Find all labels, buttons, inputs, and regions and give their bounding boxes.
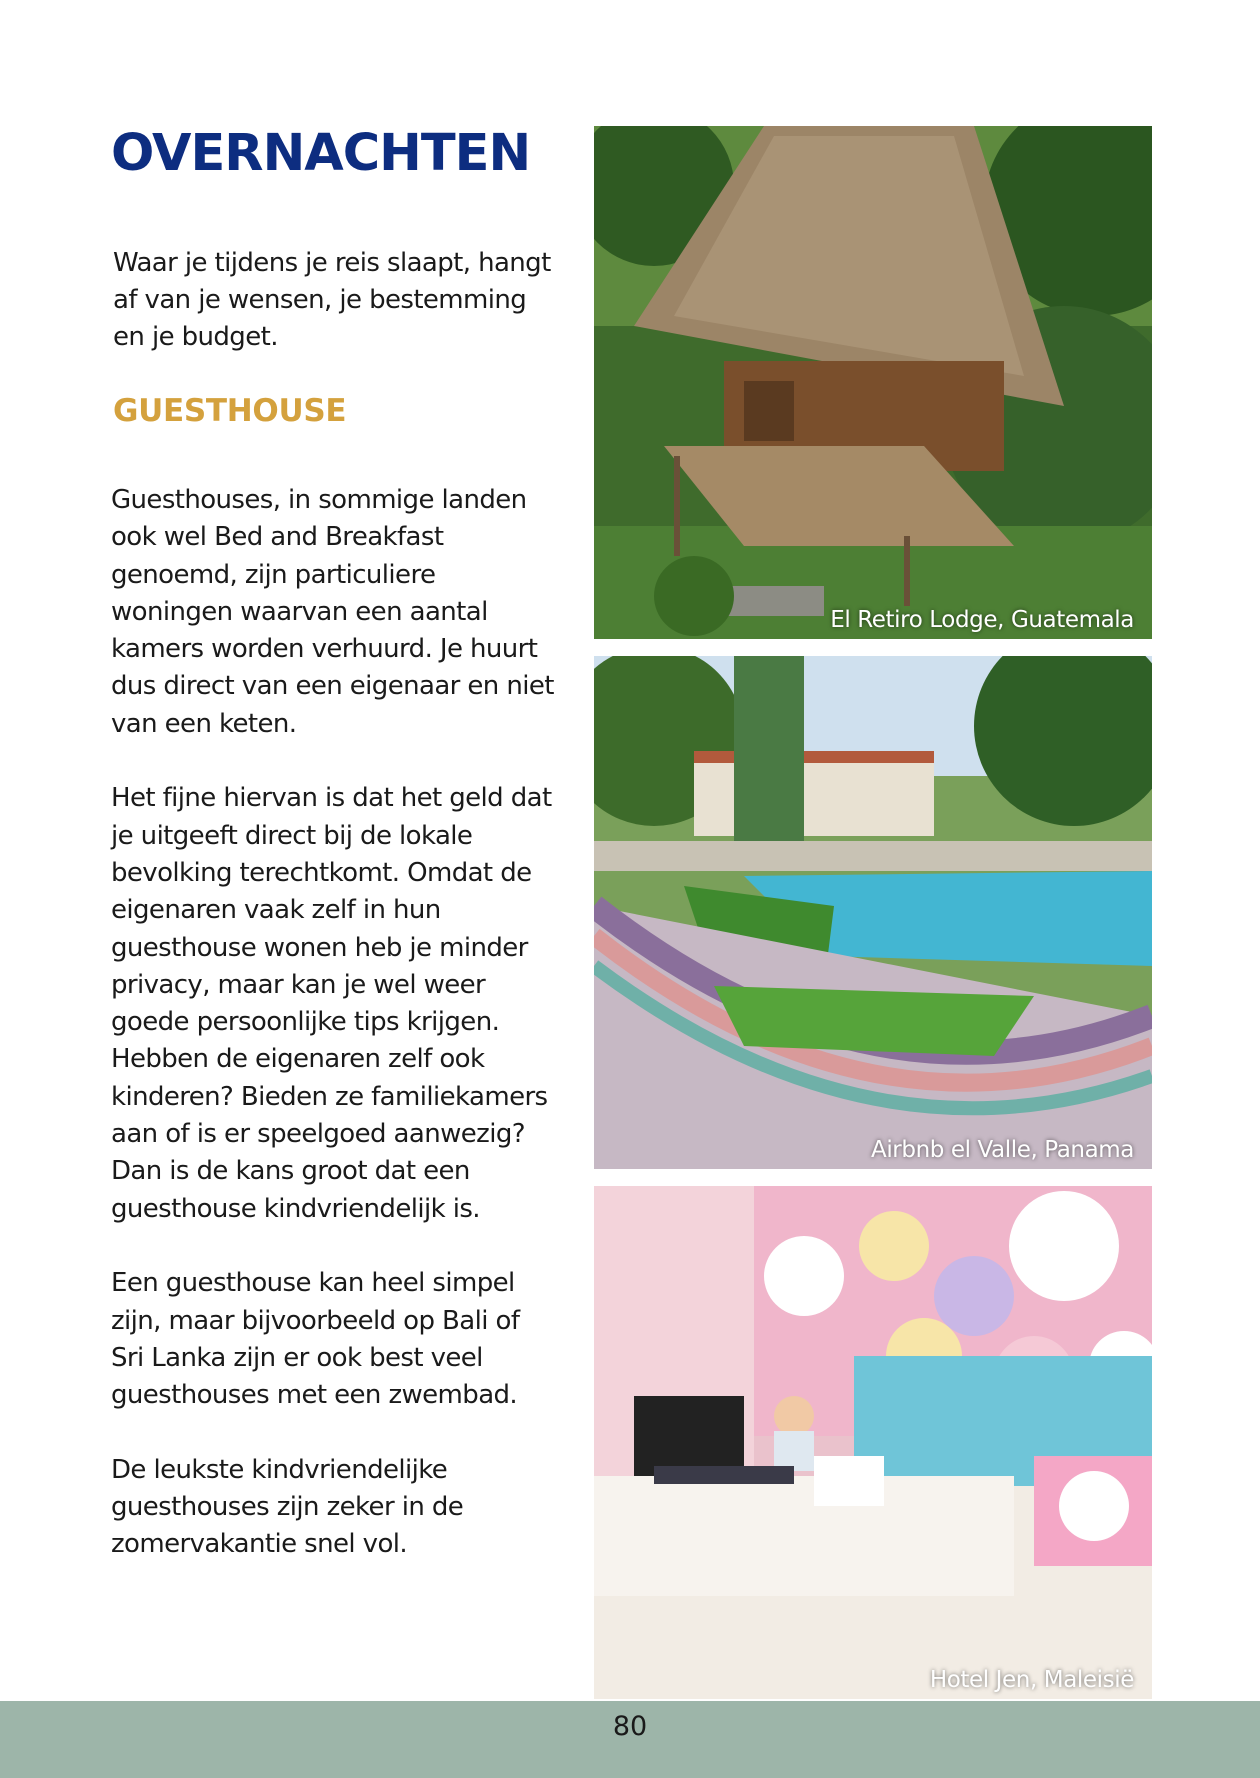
paragraph: Een guesthouse kan heel simpel zijn, maar bijvoorbeeld op Bali of Sri Lanka zijn er ook best veel guesthouses met een zwembad. — [111, 1268, 520, 1411]
pool-illustration — [594, 656, 1152, 1169]
section-title: GUESTHOUSE — [113, 393, 347, 429]
photo-pool — [594, 656, 1152, 1169]
paragraph: De leukste kindvriendelijke guesthouses zijn zeker in de zomervakantie snel vol. — [111, 1454, 464, 1560]
body-text — [111, 482, 556, 1601]
photo-lodge — [594, 126, 1152, 639]
page-number: 80 — [612, 1711, 648, 1742]
photo-hotel-room — [594, 1186, 1152, 1699]
page-title: OVERNACHTEN — [111, 124, 531, 183]
lodge-illustration — [594, 126, 1152, 639]
intro-text: Waar je tijdens je reis slaapt, hangt af van je wensen, je bestemming en je budget. — [113, 248, 551, 352]
paragraph: Guesthouses, in sommige landen ook wel Bed and Breakfast genoemd, zijn particuliere woningen waarvan een aantal kamers worden verhuurd. Je huurt dus direct van een eigenaar en niet van een keten. — [111, 485, 554, 739]
hotel-room-illustration — [594, 1186, 1152, 1699]
paragraph: Het fijne hiervan is dat het geld dat je uitgeeft direct bij de lokale bevolking terechtkomt. Omdat de eigenaren vaak zelf in hun guesthouse wonen heb je minder privacy, maar kan je wel weer goede persoonlijke tips krijgen. Hebben de eigenaren zelf ook kinderen? Bieden ze familiekamers aan of is er speelgoed aanwezig? Dan is de kans groot dat een guesthouse kindvriendelijk is. — [111, 783, 552, 1224]
photo-caption: Hotel Jen, Maleisië — [929, 1667, 1134, 1693]
photo-caption: Airbnb el Valle, Panama — [870, 1137, 1134, 1163]
photo-caption: El Retiro Lodge, Guatemala — [830, 607, 1134, 633]
